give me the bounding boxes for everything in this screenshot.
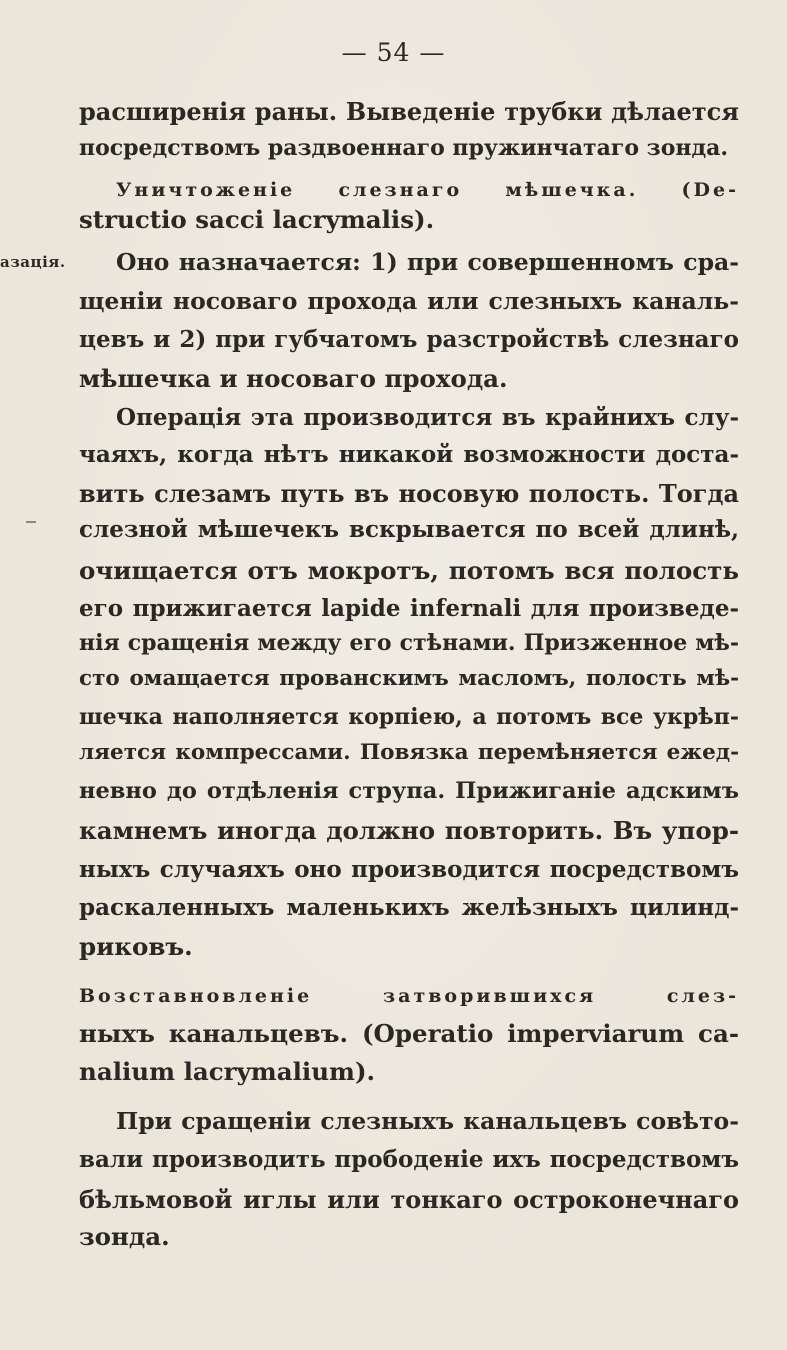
text-line: его прижигается lapide infernali для произведе- <box>79 595 739 622</box>
text-line: structio sacci lacrymalis). <box>79 205 435 234</box>
margin-note: азація. <box>0 253 66 271</box>
text-line: nalium lacrymalium). <box>79 1057 376 1086</box>
text-line: цевъ и 2) при губчатомъ разстройствѣ слезнаго <box>79 326 739 353</box>
text-line: мѣшечка и носоваго прохода. <box>79 364 508 393</box>
text-line: расширенія раны. Выведеніе трубки дѣлается <box>79 97 739 126</box>
text-line: ныхъ канальцевъ. (Operatio imperviarum ca- <box>79 1019 739 1048</box>
text-line: бѣльмовой иглы или тонкаго остроконечнаго <box>79 1185 739 1214</box>
text-line: вали производить прободеніе ихъ посредствомъ <box>79 1146 739 1173</box>
text-line: камнемъ иногда должно повторить. Въ упор- <box>79 816 739 845</box>
text-line: Оно назначается: 1) при совершенномъ сра- <box>116 248 739 276</box>
text-line: вить слезамъ путь въ носовую полость. Тогда <box>79 479 739 508</box>
text-line: очищается отъ мокротъ, потомъ вся полость <box>79 556 739 585</box>
text-line: сто омащается прованскимъ масломъ, полость мѣ- <box>79 666 739 691</box>
margin-mark <box>26 521 36 523</box>
text-line: нія сращенія между его стѣнами. Призженное мѣ- <box>79 630 739 656</box>
page-number: — 54 — <box>341 38 446 67</box>
text-line: Операція эта производится въ крайнихъ слу- <box>116 404 739 431</box>
text-line: чаяхъ, когда нѣтъ никакой возможности доста- <box>79 441 739 468</box>
text-line: риковъ. <box>79 932 193 961</box>
section-heading: Возставновленіе затворившихся слез- <box>79 985 739 1007</box>
text-line: щеніи носоваго прохода или слезныхъ каналь- <box>79 287 739 315</box>
text-line: шечка наполняется корпіею, а потомъ все укрѣп- <box>79 704 739 730</box>
text-line: ляется компрессами. Повязка перемѣняется ежед- <box>79 740 739 765</box>
text-line: При сращеніи слезныхъ канальцевъ совѣто- <box>116 1107 739 1135</box>
text-line: слезной мѣшечекъ вскрывается по всей длинѣ, <box>79 516 739 543</box>
text-line: ныхъ случаяхъ оно производится посредствомъ <box>79 856 739 883</box>
text-line: зонда. <box>79 1222 170 1251</box>
text-line: раскаленныхъ маленькихъ желѣзныхъ цилинд- <box>79 894 739 921</box>
text-line: невно до отдѣленія струпа. Прижиганіе адскимъ <box>79 778 739 804</box>
section-heading: Уничтоженіе слезнаго мѣшечка. (De- <box>116 179 739 201</box>
text-line: посредствомъ раздвоеннаго пружинчатаго зонда. <box>79 135 729 161</box>
